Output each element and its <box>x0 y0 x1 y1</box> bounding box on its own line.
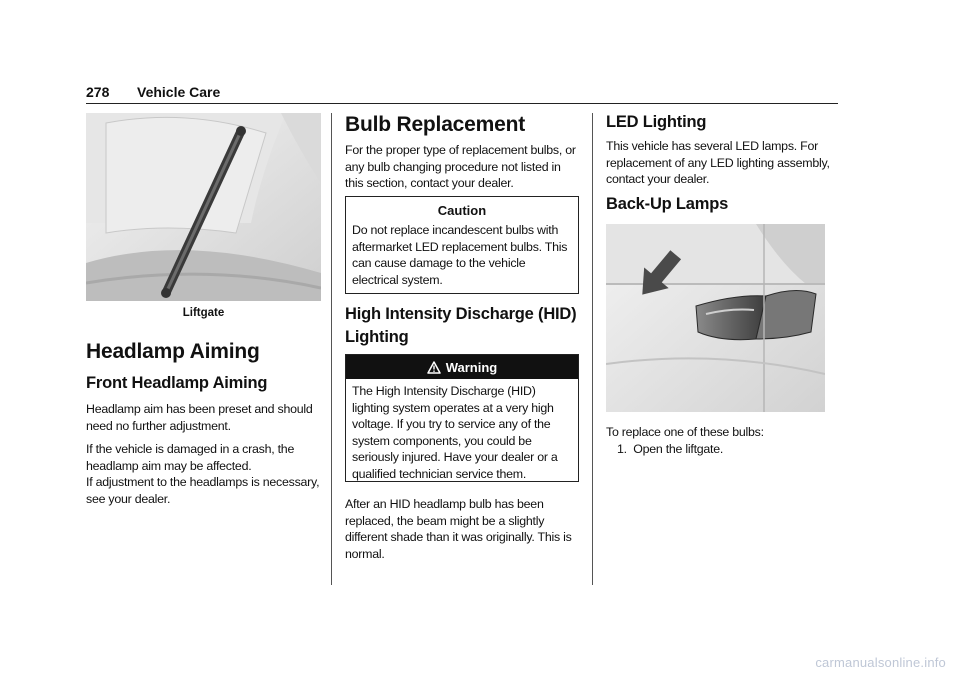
page-number: 278 <box>86 84 110 100</box>
warning-header <box>346 355 578 379</box>
liftgate-image <box>86 113 321 301</box>
paragraph-preset: Headlamp aim has been preset and should need no further adjustment. <box>86 402 313 433</box>
heading-bulb-replacement: Bulb Replacement <box>345 113 526 136</box>
caution-box <box>345 196 579 294</box>
paragraph-adjustment: If adjustment to the headlamps is necessary, see your dealer. <box>86 475 320 506</box>
warning-title: Warning <box>445 359 498 375</box>
heading-hid-lighting: High Intensity Discharge (HID) Lighting <box>345 305 577 346</box>
image-caption: Liftgate <box>182 307 225 319</box>
warning-triangle-icon <box>427 361 441 374</box>
back-up-lamps-image <box>606 224 825 412</box>
section-title: Vehicle Care <box>137 84 221 100</box>
caution-title: Caution <box>437 203 487 218</box>
heading-back-up-lamps: Back-Up Lamps <box>606 195 729 213</box>
warning-text: The High Intensity Discharge (HID) lighting system operates at a very high voltage. If you try to service any of the system components, you could be seriously injured. Have your dealer or a qualified technician service them. <box>352 384 558 481</box>
heading-led-lighting: LED Lighting <box>606 113 707 131</box>
caution-text: Do not replace incandescent bulbs with aftermarket LED replacement bulbs. This can cause damage to the vehicle electrical system. <box>352 223 568 287</box>
paragraph-led: This vehicle has several LED lamps. For replacement of any LED lighting assembly, contact your dealer. <box>606 139 830 187</box>
header-rule <box>86 103 838 104</box>
heading-headlamp-aiming: Headlamp Aiming <box>86 340 260 363</box>
warning-box <box>345 354 579 482</box>
paragraph-replace-intro: To replace one of these bulbs: <box>606 425 764 439</box>
column-divider-1 <box>331 113 332 585</box>
paragraph-crash: If the vehicle is damaged in a crash, the headlamp aim may be affected. <box>86 442 295 473</box>
paragraph-bulb-intro: For the proper type of replacement bulbs, or any bulb changing procedure not listed in this section, contact your dealer. <box>345 143 576 191</box>
paragraph-after-replacement: After an HID headlamp bulb has been replaced, the beam might be a slightly different shade than it was originally. This is normal. <box>345 497 572 561</box>
column-divider-2 <box>592 113 593 585</box>
watermark: carmanualsonline.info <box>815 655 946 670</box>
subheading-front-headlamp-aiming: Front Headlamp Aiming <box>86 374 268 392</box>
list-item: 1. Open the liftgate. <box>617 442 724 456</box>
